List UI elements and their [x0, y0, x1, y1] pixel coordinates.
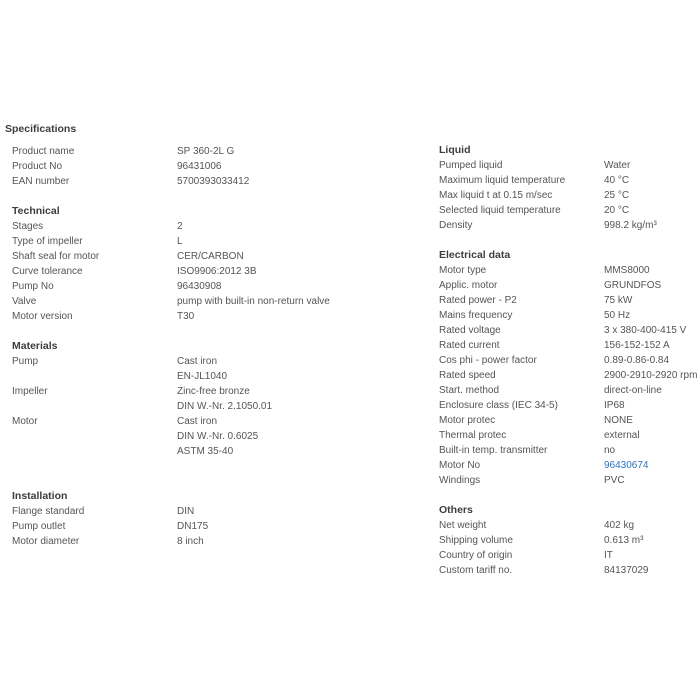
spec-value: 5700393033412 [177, 176, 250, 187]
spec-row [439, 308, 699, 323]
spec-label: Pump [12, 356, 39, 367]
motor-no-link[interactable]: 96430674 [604, 460, 649, 471]
spec-value: 8 inch [177, 536, 204, 547]
spec-row [439, 458, 699, 473]
spec-row [439, 263, 699, 278]
spec-row [439, 203, 699, 218]
spec-label: Curve tolerance [12, 266, 83, 277]
spec-row [439, 173, 699, 188]
spec-value: Zinc-free bronze [177, 386, 250, 397]
spec-value: external [604, 430, 640, 441]
spec-row [12, 279, 342, 294]
spec-value: 96430908 [177, 281, 222, 292]
spec-label: Start. method [439, 385, 500, 396]
spec-value: Cast iron [177, 416, 218, 427]
technical-section [12, 204, 342, 324]
spec-value: pump with built-in non-return valve [177, 296, 330, 307]
section-heading-technical: Technical [12, 205, 60, 217]
right-column [439, 143, 699, 578]
spec-row [12, 144, 342, 159]
spec-label: Product No [12, 161, 63, 172]
spec-label: Shaft seal for motor [12, 251, 100, 262]
spec-row [439, 383, 699, 398]
spec-value: CER/CARBON [177, 251, 244, 262]
spec-row [439, 323, 699, 338]
spec-value: no [604, 445, 616, 456]
spec-label: Shipping volume [439, 535, 513, 546]
spec-row [439, 293, 699, 308]
spec-label: Flange standard [12, 506, 85, 517]
spec-row [439, 413, 699, 428]
spec-value: T30 [177, 311, 195, 322]
spec-value: IP68 [604, 400, 625, 411]
spec-label: Pumped liquid [439, 160, 503, 171]
spec-value: SP 360-2L G [177, 146, 235, 157]
spec-row [12, 354, 342, 369]
spec-label: Motor diameter [12, 536, 80, 547]
spec-label: Density [439, 220, 473, 231]
spec-value: DIN [177, 506, 195, 517]
spec-value: 25 °C [604, 190, 630, 201]
spec-label: Motor version [12, 311, 73, 322]
spec-label: Maximum liquid temperature [439, 175, 566, 186]
spec-label: Country of origin [439, 550, 513, 561]
spec-label: Cos phi - power factor [439, 355, 537, 366]
spec-value: DIN W.-Nr. 2.1050.01 [177, 401, 273, 412]
spec-row [439, 563, 699, 578]
spec-label: Mains frequency [439, 310, 513, 321]
spec-label: Motor protec [439, 415, 496, 426]
spec-label: Stages [12, 221, 44, 232]
spec-label: Max liquid t at 0.15 m/sec [439, 190, 553, 201]
spec-value: 84137029 [604, 565, 649, 576]
spec-row [439, 188, 699, 203]
spec-row [439, 428, 699, 443]
liquid-section [439, 143, 699, 233]
spec-label: Product name [12, 146, 75, 157]
electrical-section [439, 248, 699, 488]
spec-row [12, 429, 342, 444]
spec-row [12, 444, 342, 459]
spec-label: Motor No [439, 460, 481, 471]
spec-row [439, 368, 699, 383]
spec-row [12, 264, 342, 279]
spec-row [12, 159, 342, 174]
spec-value: Water [604, 160, 631, 171]
spec-row [12, 399, 342, 414]
spec-row [439, 278, 699, 293]
section-heading-liquid: Liquid [439, 144, 471, 156]
spec-value: 96431006 [177, 161, 222, 172]
spec-row [12, 384, 342, 399]
spec-label: Windings [439, 475, 481, 486]
section-heading-electrical: Electrical data [439, 249, 511, 261]
spec-row [439, 548, 699, 563]
left-column [12, 144, 342, 549]
spec-label: Valve [12, 296, 37, 307]
spec-value: L [177, 236, 183, 247]
spec-value: 75 kW [604, 295, 633, 306]
spec-value: 156-152-152 A [604, 340, 670, 351]
spec-label: Motor [12, 416, 38, 427]
spec-value: 998.2 kg/m³ [604, 220, 657, 231]
spec-label: Rated speed [439, 370, 496, 381]
spec-row [12, 534, 342, 549]
spec-row [439, 443, 699, 458]
spec-value: 0.613 m³ [604, 535, 644, 546]
spec-value: EN-JL1040 [177, 371, 228, 382]
spec-row [12, 309, 342, 324]
page-title: Specifications [5, 123, 77, 135]
spec-row [439, 533, 699, 548]
spec-value: 3 x 380-400-415 V [604, 325, 687, 336]
installation-section [12, 489, 342, 549]
section-heading-installation: Installation [12, 490, 68, 502]
spec-value: ISO9906:2012 3B [177, 266, 257, 277]
others-section [439, 503, 699, 578]
spec-row [12, 249, 342, 264]
spec-row [439, 398, 699, 413]
spec-row [439, 473, 699, 488]
spec-value: 0.89-0.86-0.84 [604, 355, 670, 366]
spec-value: 402 kg [604, 520, 635, 531]
spec-label: Rated voltage [439, 325, 501, 336]
spec-row [12, 174, 342, 189]
section-heading-materials: Materials [12, 340, 58, 352]
spec-value: ASTM 35-40 [177, 446, 234, 457]
section-heading-others: Others [439, 504, 473, 516]
spec-row [12, 234, 342, 249]
spec-label: Applic. motor [439, 280, 498, 291]
spec-value: DN175 [177, 521, 209, 532]
spec-row [12, 219, 342, 234]
spec-value: PVC [604, 475, 625, 486]
spec-label: Rated current [439, 340, 500, 351]
spec-label: Enclosure class (IEC 34-5) [439, 400, 558, 411]
product-section [12, 144, 342, 189]
spec-label: Pump outlet [12, 521, 66, 532]
spec-label: Thermal protec [439, 430, 507, 441]
spec-value: 2900-2910-2920 rpm [604, 370, 698, 381]
materials-section [12, 339, 342, 459]
spec-row [439, 218, 699, 233]
spec-label: Rated power - P2 [439, 295, 517, 306]
spec-row [439, 353, 699, 368]
spec-label: Pump No [12, 281, 54, 292]
spec-label: Motor type [439, 265, 487, 276]
spec-value: DIN W.-Nr. 0.6025 [177, 431, 259, 442]
spec-label: EAN number [12, 176, 70, 187]
spec-row [439, 338, 699, 353]
spec-label: Type of impeller [12, 236, 83, 247]
spec-label: Custom tariff no. [439, 565, 513, 576]
spec-row [12, 369, 342, 384]
spec-value: GRUNDFOS [604, 280, 662, 291]
spec-value: 40 °C [604, 175, 630, 186]
spec-value: Cast iron [177, 356, 218, 367]
spec-row [12, 504, 342, 519]
spec-label: Impeller [12, 386, 48, 397]
spec-value: IT [604, 550, 613, 561]
spec-row [12, 414, 342, 429]
spec-value: 50 Hz [604, 310, 631, 321]
spec-value: 20 °C [604, 205, 630, 216]
spec-label: Built-in temp. transmitter [439, 445, 548, 456]
spec-row [12, 519, 342, 534]
spec-row [12, 294, 342, 309]
spec-row [439, 158, 699, 173]
spec-value: MMS8000 [604, 265, 650, 276]
spec-value: 2 [177, 221, 183, 232]
spec-value: direct-on-line [604, 385, 662, 396]
spec-value: NONE [604, 415, 633, 426]
spec-row [439, 518, 699, 533]
spec-label: Net weight [439, 520, 487, 531]
spec-label: Selected liquid temperature [439, 205, 561, 216]
